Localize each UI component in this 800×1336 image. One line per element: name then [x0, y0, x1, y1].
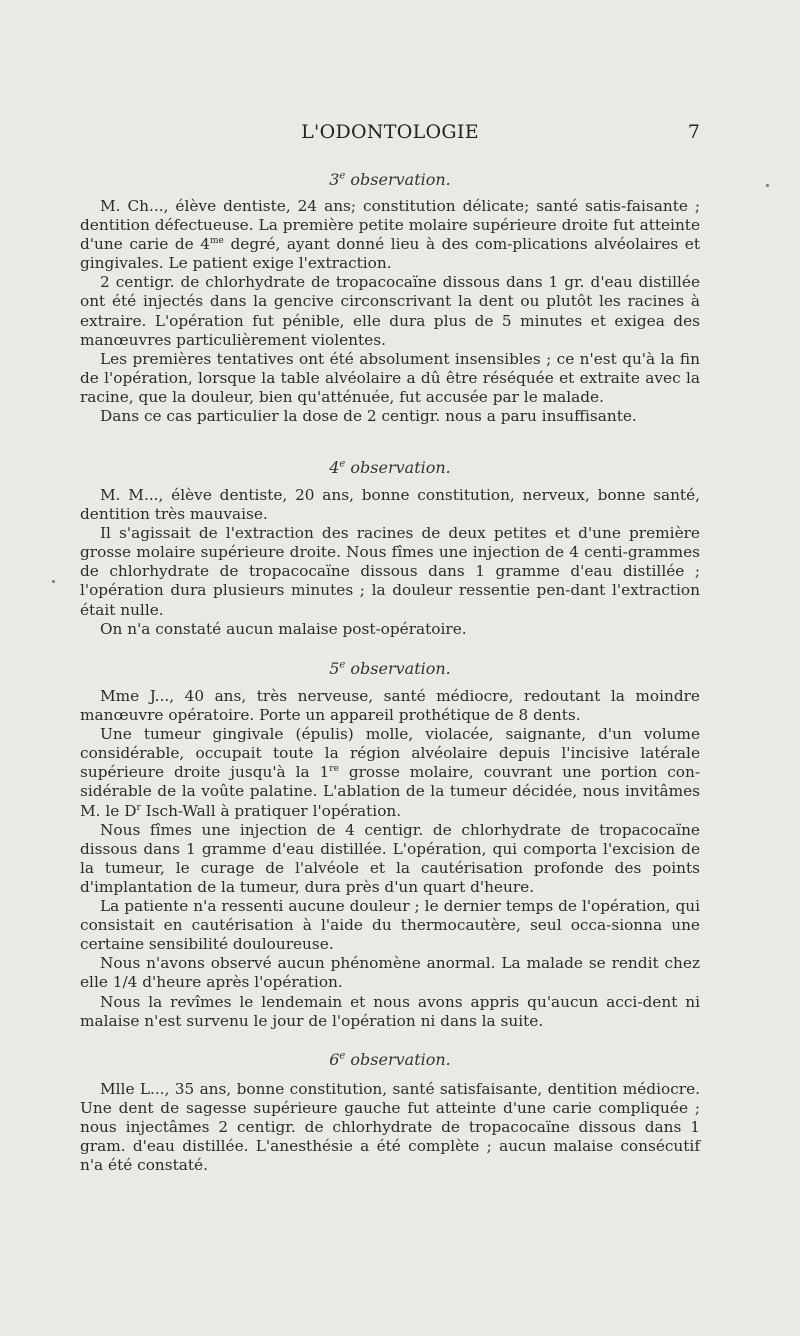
paragraph	[80, 197, 700, 273]
superscript-text: me	[210, 236, 224, 247]
observation-5-body	[80, 687, 700, 1031]
heading-number: 6	[329, 1050, 340, 1069]
paragraph-text: Isch-Wall à pratiquer l'opération.	[140, 801, 402, 820]
heading-word: observation.	[345, 659, 451, 678]
running-head	[80, 121, 700, 147]
page-number: 7	[687, 121, 700, 143]
paragraph	[80, 1080, 700, 1175]
paragraph-text: Nous fîmes une injection de 4 centigr. de chlorhydrate de tropacocaïne dissous dans 1 gramme d'eau distillée. L'opération, qui comporta l'excision de la tumeur, le curage de l'alvéole et la cautérisation profonde des points d'implantation de la tumeur, dura près d'un quart d'heure.	[80, 820, 700, 896]
observation-4-heading	[80, 458, 700, 477]
paragraph-text: Mlle L..., 35 ans, bonne constitution, santé satisfaisante, dentition médiocre. Une dent de sagesse supérieure gauche fut atteinte d'une carie compliquée ; nous injectâmes 2 centigr. de chlorhydrate de tropacocaïne dissous dans 1 gram. d'eau distillée. L'anesthésie a été complète ; aucun malaise consécutif n'a été constaté.	[80, 1080, 700, 1175]
paper-speck	[52, 580, 55, 583]
paragraph	[80, 524, 700, 619]
observation-5-heading	[80, 659, 700, 678]
observation-3-body	[80, 197, 700, 426]
paragraph	[80, 350, 700, 407]
heading-number: 5	[329, 659, 340, 678]
heading-number: 4	[329, 458, 340, 477]
paragraph-text: M. Ch..., élève dentiste, 24 ans; constitution délicate; santé satis-faisante ; dentition défectueuse. La première petite molaire supérieure droite fut atteinte d'une carie de 4	[80, 197, 700, 254]
paper-speck	[766, 184, 769, 187]
observation-6-heading	[80, 1050, 700, 1069]
paragraph	[80, 821, 700, 897]
paragraph	[80, 725, 700, 820]
journal-title: L'ODONTOLOGIE	[301, 121, 479, 143]
paragraph	[80, 993, 700, 1031]
observation-4-body	[80, 486, 700, 639]
paragraph	[80, 486, 700, 524]
paragraph-text: M. M..., élève dentiste, 20 ans, bonne constitution, nerveux, bonne santé, dentition très mauvaise.	[80, 486, 700, 524]
superscript-text: re	[329, 764, 339, 775]
heading-number: 3	[329, 170, 340, 189]
observation-6-body	[80, 1080, 700, 1175]
heading-ordinal: e	[339, 170, 346, 182]
heading-word: observation.	[345, 1050, 451, 1069]
superscript-text: r	[136, 802, 141, 813]
paragraph	[80, 407, 700, 426]
paragraph-text: Une tumeur gingivale (épulis) molle, violacée, saignante, d'un volume considérable, occupait toute la région alvéolaire depuis l'incisive latérale supérieure droite jusqu'à la 1	[80, 725, 700, 782]
paragraph	[80, 897, 700, 954]
paragraph	[80, 687, 700, 725]
paragraph-text: Dans ce cas particulier la dose de 2 centigr. nous a paru insuffisante.	[100, 407, 637, 426]
paragraph-text: degré, ayant donné lieu à des com-plications alvéolaires et gingivales. Le patient exige l'extraction.	[80, 235, 700, 273]
heading-ordinal: e	[339, 659, 346, 671]
paragraph-text: Nous la revîmes le lendemain et nous avons appris qu'aucun acci-dent ni malaise n'est survenu le jour de l'opération ni dans la suite.	[80, 992, 700, 1030]
paragraph	[80, 620, 700, 639]
heading-word: observation.	[345, 170, 451, 189]
heading-ordinal: e	[339, 458, 346, 470]
paragraph	[80, 273, 700, 349]
paragraph-text: grosse molaire, couvrant une portion con-sidérable de la voûte palatine. L'ablation de la tumeur décidée, nous invitâmes M. le D	[80, 763, 700, 820]
paragraph-text: Nous n'avons observé aucun phénomène anormal. La malade se rendit chez elle 1/4 d'heure après l'opération.	[80, 954, 700, 992]
paragraph-text: Les premières tentatives ont été absolument insensibles ; ce n'est qu'à la fin de l'opération, lorsque la table alvéolaire a dû être réséquée et extraite avec la racine, que la douleur, bien qu'atténuée, fut accusée par le malade.	[80, 349, 700, 406]
paragraph-text: On n'a constaté aucun malaise post-opératoire.	[100, 619, 467, 638]
paragraph-text: La patiente n'a ressenti aucune douleur ; le dernier temps de l'opération, qui consistait en cautérisation à l'aide du thermocautère, seul occa-sionna une certaine sensibilité douloureuse.	[80, 897, 700, 954]
heading-word: observation.	[345, 458, 451, 477]
observation-3-heading	[80, 170, 700, 189]
paragraph-text: Mme J..., 40 ans, très nerveuse, santé médiocre, redoutant la moindre manœuvre opératoire. Porte un appareil prothétique de 8 dents.	[80, 687, 700, 725]
paragraph-text: Il s'agissait de l'extraction des racines de deux petites et d'une première grosse molaire supérieure droite. Nous fîmes une injection de 4 centi-grammes de chlorhydrate de tropacocaïne dissous dans 1 gramme d'eau distillée ; l'opération dura plusieurs minutes ; la douleur ressentie pen-dant l'extraction était nulle.	[80, 524, 700, 619]
heading-ordinal: e	[339, 1050, 346, 1062]
paragraph	[80, 954, 700, 992]
paragraph-text: 2 centigr. de chlorhydrate de tropacocaïne dissous dans 1 gr. d'eau distillée ont été injectés dans la gencive circonscrivant la dent ou plutôt les racines à extraire. L'opération fut pénible, elle dura plus de 5 minutes et exigea des manœuvres particulièrement violentes.	[80, 273, 700, 349]
